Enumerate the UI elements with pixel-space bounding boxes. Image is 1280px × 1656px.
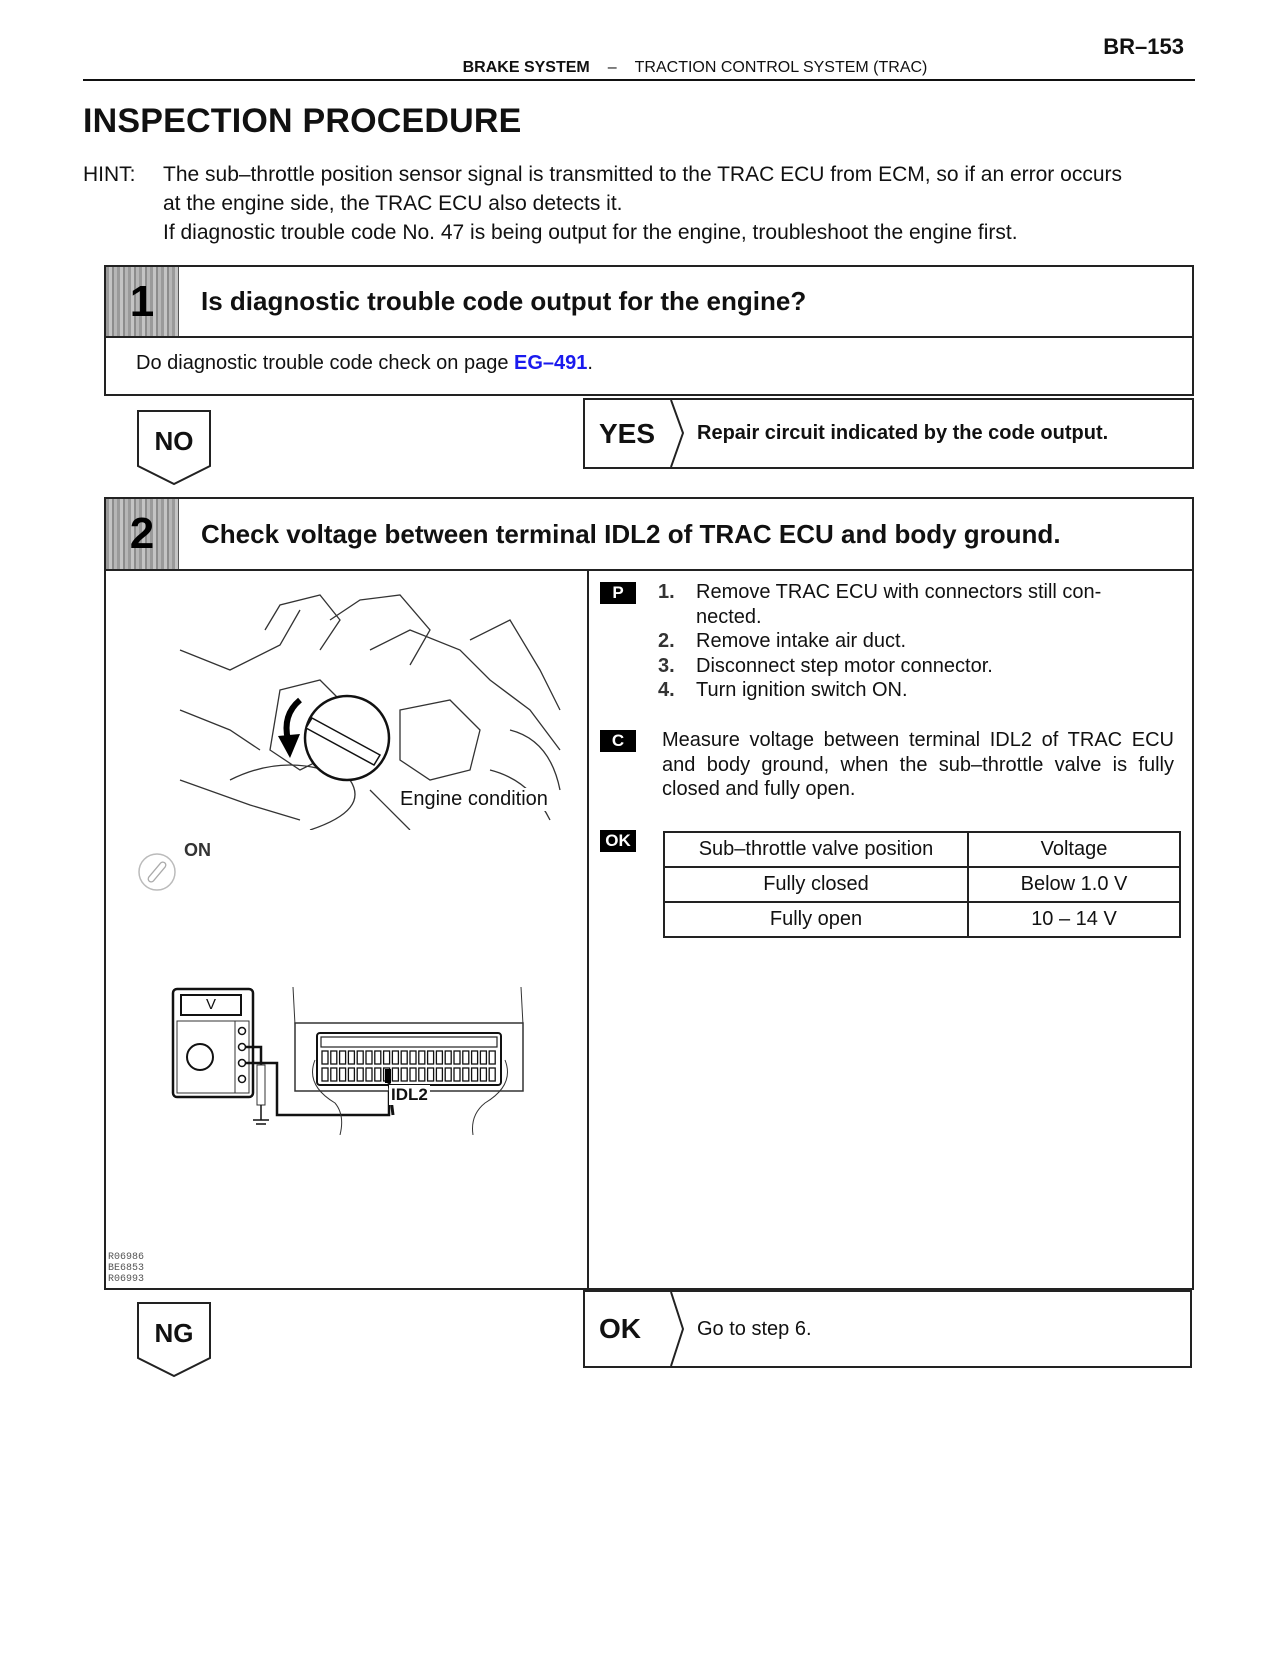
step-2-title: Check voltage between terminal IDL2 of TRAC ECU and body ground. (201, 518, 1061, 549)
spec-table (663, 831, 1181, 938)
column-header: Sub–throttle valve position (664, 832, 968, 867)
check-tag: C (600, 730, 636, 752)
hint-line: at the engine side, the TRAC ECU also detects it. (163, 192, 623, 215)
hint-line: If diagnostic trouble code No. 47 is being output for the engine, troubleshoot the engine first. (163, 221, 1018, 244)
ng-label: NG (154, 1318, 194, 1348)
prep-section (600, 580, 1175, 703)
chevron-right-icon (669, 1292, 685, 1366)
column-header: Voltage (968, 832, 1180, 867)
ok-tag: OK (600, 830, 636, 852)
figure-codes: R06986 BE6853 R06993 (108, 1252, 145, 1285)
table-cell: 10 – 14 V (968, 902, 1180, 937)
ng-branch-arrow (137, 1302, 213, 1378)
check-instruction: Measure voltage between terminal IDL2 of TRAC ECU and body ground, when the sub–throttle valve is fully closed and fully open. (662, 729, 1174, 800)
engine-condition-label: Engine condition (400, 788, 548, 810)
hint-line: The sub–throttle position sensor signal is transmitted to the TRAC ECU from ECM, so if an error occurs (163, 163, 1122, 186)
check-section (600, 728, 1175, 802)
page-number: BR–153 (1103, 34, 1184, 59)
table-row (664, 902, 1180, 937)
running-header (0, 59, 1280, 77)
voltmeter-illustration (165, 985, 565, 1135)
column-divider (587, 569, 589, 1290)
hint-block (83, 160, 1203, 250)
table-cell: Fully open (664, 902, 968, 937)
ignition-switch-icon (137, 852, 177, 897)
ok-branch (583, 1290, 1192, 1368)
header-separator: – (607, 59, 617, 76)
subsection-name: TRACTION CONTROL SYSTEM (TRAC) (634, 59, 928, 76)
table-cell: Fully closed (664, 867, 968, 902)
table-cell: Below 1.0 V (968, 867, 1180, 902)
prep-step: 1. Remove TRAC ECU with connectors still con- (658, 581, 1102, 603)
yes-label: YES (599, 417, 656, 449)
header-rule (83, 79, 1195, 81)
step-number-badge: 2 (106, 499, 179, 569)
prep-step: 4. Turn ignition switch ON. (658, 679, 908, 701)
ok-label: OK (599, 1313, 641, 1344)
engine-illustration (170, 590, 570, 830)
page-link-eg491[interactable]: EG–491 (514, 352, 588, 374)
step-1-box (104, 265, 1194, 396)
yes-action-text: Repair circuit indicated by the code output. (697, 422, 1109, 444)
page-title: INSPECTION PROCEDURE (83, 102, 522, 140)
section-name: BRAKE SYSTEM (462, 59, 590, 76)
yes-branch (583, 398, 1194, 469)
prep-step: 2. Remove intake air duct. (658, 630, 907, 652)
step-1-title: Is diagnostic trouble code output for the engine? (201, 286, 807, 316)
prep-step: 3. Disconnect step motor connector. (658, 654, 993, 677)
meter-label: V (205, 996, 216, 1013)
step-number-badge: 1 (106, 267, 179, 336)
no-label: NO (154, 426, 194, 456)
ok-action-text: Go to step 6. (697, 1317, 812, 1340)
prep-tag: P (600, 582, 636, 604)
chevron-right-icon (669, 400, 685, 467)
hint-label: HINT: (83, 163, 136, 186)
idl2-terminal-label: IDL2 (391, 1085, 428, 1104)
prep-step-continuation: nected. (696, 605, 762, 628)
no-branch-arrow (137, 410, 213, 486)
table-row (664, 867, 1180, 902)
prep-steps-list (658, 580, 1175, 703)
step-1-instruction: Do diagnostic trouble code check on page EG–491. (136, 352, 593, 374)
ignition-on-label: ON (184, 840, 211, 860)
spec-table-header (664, 832, 1180, 867)
